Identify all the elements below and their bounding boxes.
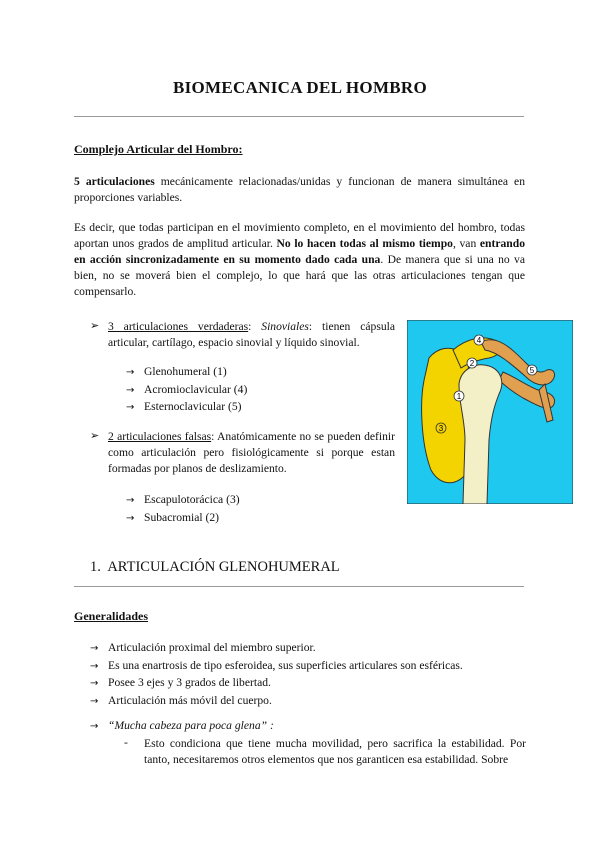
- p2-e: . De manera que si una no va bien, no se moverá bien el complejo, lo que hará que las otras articulaciones tengan que compensarlo.: [74, 253, 525, 298]
- arrow-icon: →: [126, 367, 135, 378]
- p1-bold: 5 articulaciones: [74, 175, 155, 188]
- verdaderas-colon: :: [248, 320, 262, 333]
- section-number: 1.: [90, 559, 101, 575]
- quote-item: [90, 718, 274, 736]
- section-1-heading: [90, 559, 340, 576]
- dash-text: Esto condiciona que tiene mucha movilidad, pero sacrifica la estabilidad. Por tanto, necesitaremos otros elementos que nos garanticen esa estabilidad. Sobre: [144, 737, 526, 766]
- falsas-label: 2 articulaciones falsas: [108, 430, 212, 443]
- verdaderas-label: 3 articulaciones verdaderas: [108, 320, 249, 333]
- bullet-falsas: [90, 429, 395, 477]
- complejo-heading: Complejo Articular del Hombro:: [74, 142, 243, 156]
- bullet-verdaderas-text: [108, 319, 395, 351]
- list-item: [126, 492, 240, 510]
- list-item: [126, 510, 240, 528]
- list-item-text: Esternoclavicular (5): [144, 400, 242, 413]
- dash-item: [124, 736, 526, 768]
- shoulder-figure: [407, 320, 573, 504]
- list-item-text: Posee 3 ejes y 3 grados de libertad.: [108, 676, 271, 689]
- marker-2-label: 2: [469, 359, 475, 368]
- bullet-verdaderas: [90, 319, 395, 351]
- p2-d: entrando en acción sincronizadamente en su momento dado cada una: [74, 237, 525, 266]
- shoulder-anatomy-illustration: [407, 320, 573, 504]
- complejo-paragraph-1: [74, 174, 525, 206]
- list-item: [90, 658, 463, 676]
- generalidades-heading: Generalidades: [74, 609, 148, 623]
- marker-4-label: 4: [476, 336, 482, 345]
- arrow-icon: →: [90, 678, 99, 689]
- complejo-paragraph-2: [74, 220, 525, 300]
- list-item: [126, 399, 247, 417]
- arrow-icon: →: [90, 695, 99, 707]
- arrow-icon: →: [90, 660, 99, 672]
- section-title: ARTICULACIÓN GLENOHUMERAL: [107, 559, 340, 575]
- arrow-icon: →: [90, 643, 99, 654]
- falsas-rest: : Anatómicamente no se pueden definir como articulación pero fisiológicamente si porque estan formadas por planos de deslizamiento.: [108, 430, 395, 475]
- arrow-icon: →: [126, 402, 135, 413]
- arrow-icon: →: [90, 721, 99, 732]
- list-item-text: Articulación proximal del miembro superior.: [108, 641, 316, 654]
- dash-glyph: -: [124, 736, 128, 749]
- bullet-falsas-text: [108, 429, 395, 477]
- document-title: BIOMECANICA DEL HOMBRO: [172, 78, 428, 97]
- arrow-icon: →: [126, 512, 135, 524]
- list-item-text: Es una enartrosis de tipo esferoidea, sus superficies articulares son esféricas.: [108, 658, 463, 672]
- verdaderas-sinoviales: Sinoviales: [261, 320, 309, 333]
- title-divider: [74, 116, 524, 117]
- marker-1-label: 1: [456, 392, 462, 401]
- p2-c: , van: [452, 237, 480, 250]
- falsas-list: [126, 492, 240, 527]
- list-item-text: Acromioclavicular (4): [144, 382, 248, 396]
- list-item: [90, 640, 463, 658]
- list-item-text: Articulación más móvil del cuerpo.: [108, 693, 272, 707]
- list-item-text: Glenohumeral (1): [144, 365, 227, 378]
- list-item: [90, 693, 463, 711]
- p2-b: No lo hacen todas al mismo tiempo: [276, 237, 453, 250]
- p1-rest: mecánicamente relacionadas/unidas y funcionan de manera simultánea en proporciones variables.: [74, 175, 525, 204]
- section-divider: [74, 586, 524, 587]
- generalidades-list: [90, 640, 463, 710]
- verdaderas-list: [126, 364, 247, 417]
- list-item-text: Subacromial (2): [144, 510, 220, 524]
- marker-3-label: 3: [438, 424, 444, 433]
- bullet-arrow-icon: ➢: [90, 429, 100, 442]
- arrow-icon: →: [126, 495, 135, 506]
- quote-text: “Mucha cabeza para poca glena” :: [108, 719, 274, 732]
- p2-a: Es decir, que todas participan en el movimiento completo, en el movimiento del hombro, todas aportan unos grados de amplitud articular.: [74, 221, 525, 250]
- marker-5-label: 5: [529, 366, 535, 375]
- verdaderas-rest: : tienen cápsula articular, cartílago, espacio sinovial y líquido sinovial.: [108, 320, 395, 349]
- list-item: [126, 364, 247, 382]
- bullet-arrow-icon: ➢: [90, 319, 100, 332]
- arrow-icon: →: [126, 384, 135, 396]
- list-item-text: Escapulotorácica (3): [144, 493, 240, 506]
- list-item: [126, 382, 247, 400]
- list-item: [90, 675, 463, 693]
